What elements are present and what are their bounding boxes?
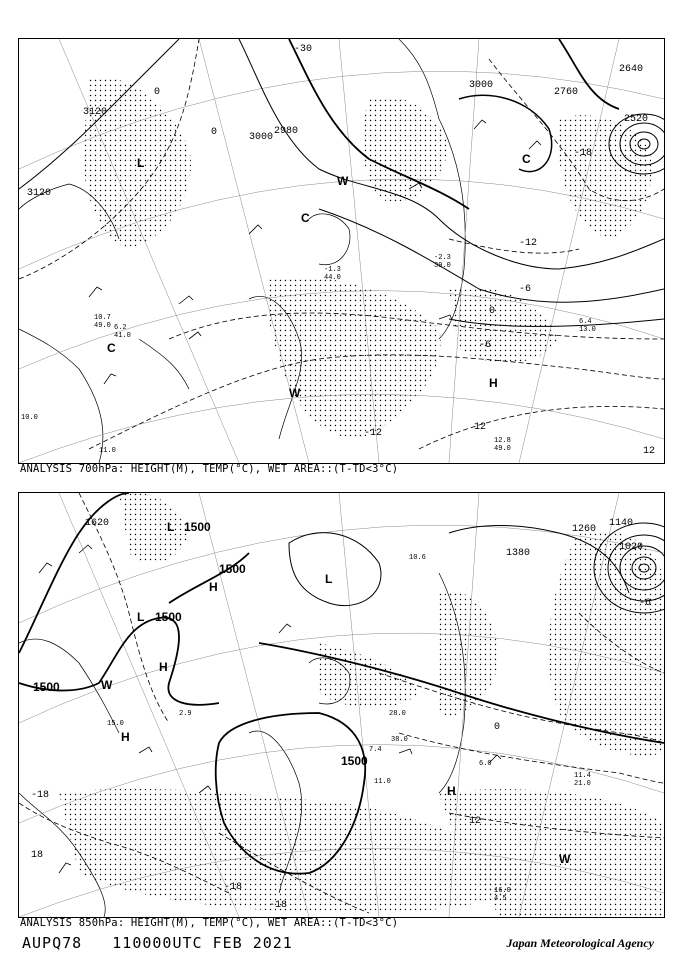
- map-panel-700hpa: [18, 38, 665, 464]
- station-value: 10.7: [94, 314, 111, 322]
- height-label: 3120: [83, 107, 108, 118]
- station-value: 4.5: [494, 895, 507, 903]
- height-label: 1500: [33, 680, 60, 694]
- valid-time: 110000UTC FEB 2021: [112, 934, 293, 952]
- station-value: 11.0: [99, 447, 116, 455]
- caption-850hpa: ANALYSIS 850hPa: HEIGHT(M), TEMP(°C), WET AREA::(T-TD<3°C): [20, 917, 399, 929]
- height-label: 1620: [85, 518, 110, 529]
- height-label: 3000: [249, 132, 274, 143]
- agency-credit: Japan Meteorological Agency: [506, 936, 654, 950]
- station-value: 10.6: [409, 554, 426, 562]
- warm-center: W: [559, 852, 571, 866]
- height-label: 1020: [619, 542, 644, 553]
- isotherm-label: 12: [474, 422, 487, 433]
- low-center: L: [137, 156, 145, 170]
- station-value: 10.0: [21, 414, 38, 422]
- high-center: H: [159, 660, 168, 674]
- caption-700hpa: ANALYSIS 700hPa: HEIGHT(M), TEMP(°C), WET AREA::(T-TD<3°C): [20, 463, 399, 475]
- station-value: 12.8: [494, 437, 511, 445]
- map-panel-850hpa: [18, 492, 665, 918]
- station-value: 38.0: [391, 736, 408, 744]
- isotherm-label: -18: [224, 882, 243, 893]
- station-value: 11.4: [574, 772, 591, 780]
- warm-center: W: [337, 174, 349, 188]
- station-value: 39.0: [434, 262, 451, 270]
- station-value: 21.0: [574, 780, 591, 788]
- station-value: 6.0: [479, 760, 492, 768]
- station-value: 28.0: [389, 710, 406, 718]
- station-value: 41.0: [114, 332, 131, 340]
- station-value: 11.0: [374, 778, 391, 786]
- cold-center: C: [301, 211, 310, 225]
- height-label: 1260: [572, 524, 597, 535]
- isotherm-label: -18: [269, 900, 288, 911]
- station-value: -2.3: [434, 254, 451, 262]
- height-label: 1140: [609, 518, 634, 529]
- station-value: 13.0: [579, 326, 596, 334]
- isotherm-label: -12: [364, 428, 383, 439]
- isotherm-label: -18: [31, 790, 50, 801]
- bulletin-code: AUPQ78: [22, 934, 83, 952]
- height-label: 2980: [274, 126, 299, 137]
- bulletin-header: [22, 934, 293, 952]
- cold-center: C: [522, 152, 531, 166]
- station-value: 16.0: [494, 887, 511, 895]
- high-center: H: [121, 730, 130, 744]
- station-value: 6.4: [579, 318, 592, 326]
- low-center: L: [167, 520, 175, 534]
- isotherm-label: -6: [639, 598, 652, 609]
- station-value: 7.4: [369, 746, 382, 754]
- height-label: 2760: [554, 87, 579, 98]
- isotherm-label: -30: [294, 44, 313, 55]
- high-center: H: [489, 376, 498, 390]
- map-700hpa-chart: [19, 39, 664, 463]
- height-label: 2640: [619, 64, 644, 75]
- station-value: 49.0: [94, 322, 111, 330]
- isotherm-label: 18: [31, 850, 44, 861]
- station-value: 44.0: [324, 274, 341, 282]
- low-center: L: [137, 610, 145, 624]
- station-value: 2.9: [179, 710, 192, 718]
- isotherm-label: -6: [519, 284, 532, 295]
- height-label: 1500: [219, 562, 246, 576]
- wet-area-850: [59, 493, 664, 917]
- isotherm-label: -18: [574, 148, 593, 159]
- isotherm-label: 0: [211, 127, 218, 138]
- station-value: -1.3: [324, 266, 341, 274]
- high-center: H: [209, 580, 218, 594]
- height-label: 3000: [469, 80, 494, 91]
- warm-center: W: [289, 386, 301, 400]
- height-label: 3120: [27, 188, 52, 199]
- height-label: 1380: [506, 548, 531, 559]
- isotherm-label: 0: [154, 87, 161, 98]
- height-label: 1500: [155, 610, 182, 624]
- high-center: H: [447, 784, 456, 798]
- low-center: L: [325, 572, 333, 586]
- height-label: 1500: [184, 520, 211, 534]
- isotherm-label: -6: [479, 340, 492, 351]
- warm-center: W: [101, 678, 113, 692]
- cold-center: C: [107, 341, 116, 355]
- isotherm-label: 12: [469, 816, 482, 827]
- isotherm-label: 0: [494, 722, 501, 733]
- isotherm-label: -12: [519, 238, 538, 249]
- isotherm-label: 0: [489, 306, 496, 317]
- station-value: 15.0: [107, 720, 124, 728]
- height-label: 1500: [341, 754, 368, 768]
- station-value: 6.2: [114, 324, 127, 332]
- isotherm-label: 12: [643, 446, 656, 457]
- station-value: 49.0: [494, 445, 511, 453]
- wet-area-700: [83, 77, 651, 439]
- height-label: 2520: [624, 114, 649, 125]
- map-850hpa-chart: [19, 493, 664, 917]
